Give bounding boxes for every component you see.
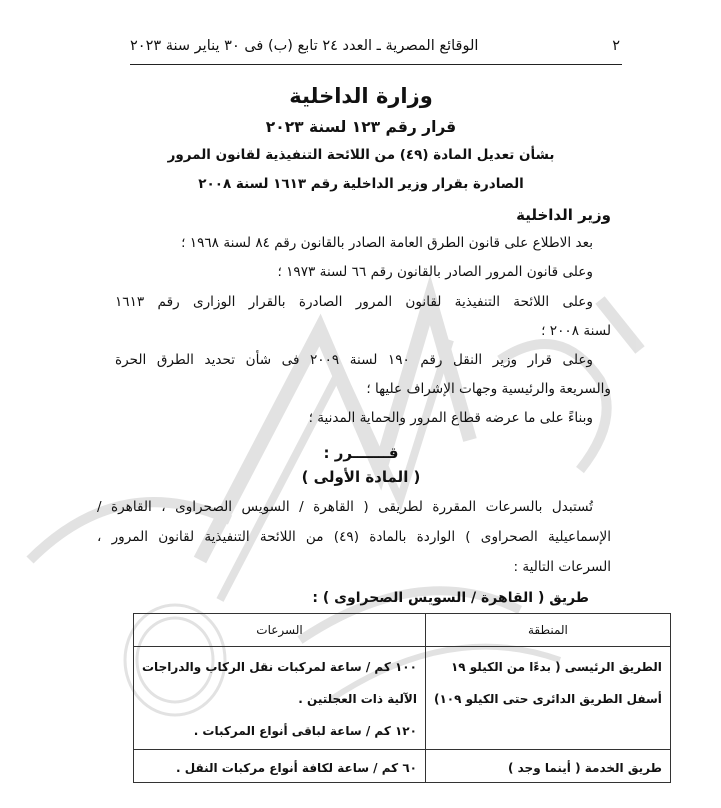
article-text-line: تُستبدل بالسرعات المقررة لطريقى ( القاهرة / السويس الصحراوى ، القاهرة / <box>97 499 593 515</box>
cell-line: ٦٠ كم / ساعة لكافة أنواع مركبات النقل . <box>176 761 417 775</box>
cell-line: الطريق الرئيسى ( بدءًا من الكيلو ١٩ <box>450 660 662 674</box>
decree-number: قرار رقم ١٢٣ لسنة ٢٠٢٣ <box>265 118 457 136</box>
zone-cell <box>425 647 670 750</box>
article-text-line: الإسماعيلية الصحراوى ) الواردة بالمادة (٤٩) من اللائحة التنفيذية لقانون المرور ، <box>97 529 611 545</box>
cell-line: أسفل الطريق الدائرى حتى الكيلو ١٠٩) <box>433 692 662 706</box>
column-header-speeds: السرعات <box>134 614 426 647</box>
decree-subject-line1: بشأن تعديل المادة (٤٩) من اللائحة التنفيذية لقانون المرور <box>167 147 555 163</box>
gazette-header-text: الوقائع المصرية ـ العدد ٢٤ تابع (ب) فى ٣٠ يناير سنة ٢٠٢٣ <box>130 38 479 54</box>
speeds-cell <box>134 750 426 783</box>
table-row <box>134 750 671 783</box>
preamble-line: وبناءً على ما عرضه قطاع المرور والحماية المدنية ؛ <box>308 410 593 426</box>
preamble-line: وعلى اللائحة التنفيذية لقانون المرور الصادرة بالقرار الوزارى رقم ١٦١٣ <box>115 294 593 310</box>
table-header-row <box>134 614 671 647</box>
decree-subject-line2: الصادرة بقرار وزير الداخلية رقم ١٦١٣ لسنة ٢٠٠٨ <box>198 176 524 192</box>
ministry-title: وزارة الداخلية <box>289 84 433 108</box>
cell-line: الآلية ذات العجلتين . <box>298 692 417 706</box>
table-row <box>134 647 671 750</box>
page-number: ٢ <box>612 38 620 54</box>
preamble-line: وعلى قانون المرور الصادر بالقانون رقم ٦٦ لسنة ١٩٧٣ ؛ <box>277 264 593 280</box>
article-text-line: السرعات التالية : <box>513 559 611 575</box>
road-title: طريق ( القاهرة / السويس الصحراوى ) : <box>312 590 589 606</box>
preamble-line: والسريعة والرئيسية وجهات الإشراف عليها ؛ <box>366 381 611 397</box>
article-heading-text: ( المادة الأولى ) <box>301 468 421 486</box>
speed-limits-table <box>133 613 671 783</box>
page-header <box>130 36 620 56</box>
minister-heading: وزير الداخلية <box>516 206 611 224</box>
cell-line: طريق الخدمة ( أينما وجد ) <box>507 761 662 775</box>
column-header-zone: المنطقة <box>425 614 670 647</box>
preamble-line: وعلى قرار وزير النقل رقم ١٩٠ لسنة ٢٠٠٩ فى شأن تحديد الطرق الحرة <box>115 352 593 368</box>
article-heading <box>100 467 622 488</box>
decision-heading: قـــــــرر : <box>323 444 399 462</box>
preamble-line: بعد الاطلاع على قانون الطرق العامة الصادر بالقانون رقم ٨٤ لسنة ١٩٦٨ ؛ <box>181 235 593 251</box>
preamble-line: لسنة ٢٠٠٨ ؛ <box>541 323 611 339</box>
cell-line: ١٢٠ كم / ساعة لباقى أنواع المركبات . <box>193 724 417 738</box>
header-rule <box>130 64 622 65</box>
zone-cell <box>425 750 670 783</box>
cell-line: ١٠٠ كم / ساعة لمركبات نقل الركاب والدراجات <box>142 660 417 674</box>
speeds-cell <box>134 647 426 750</box>
